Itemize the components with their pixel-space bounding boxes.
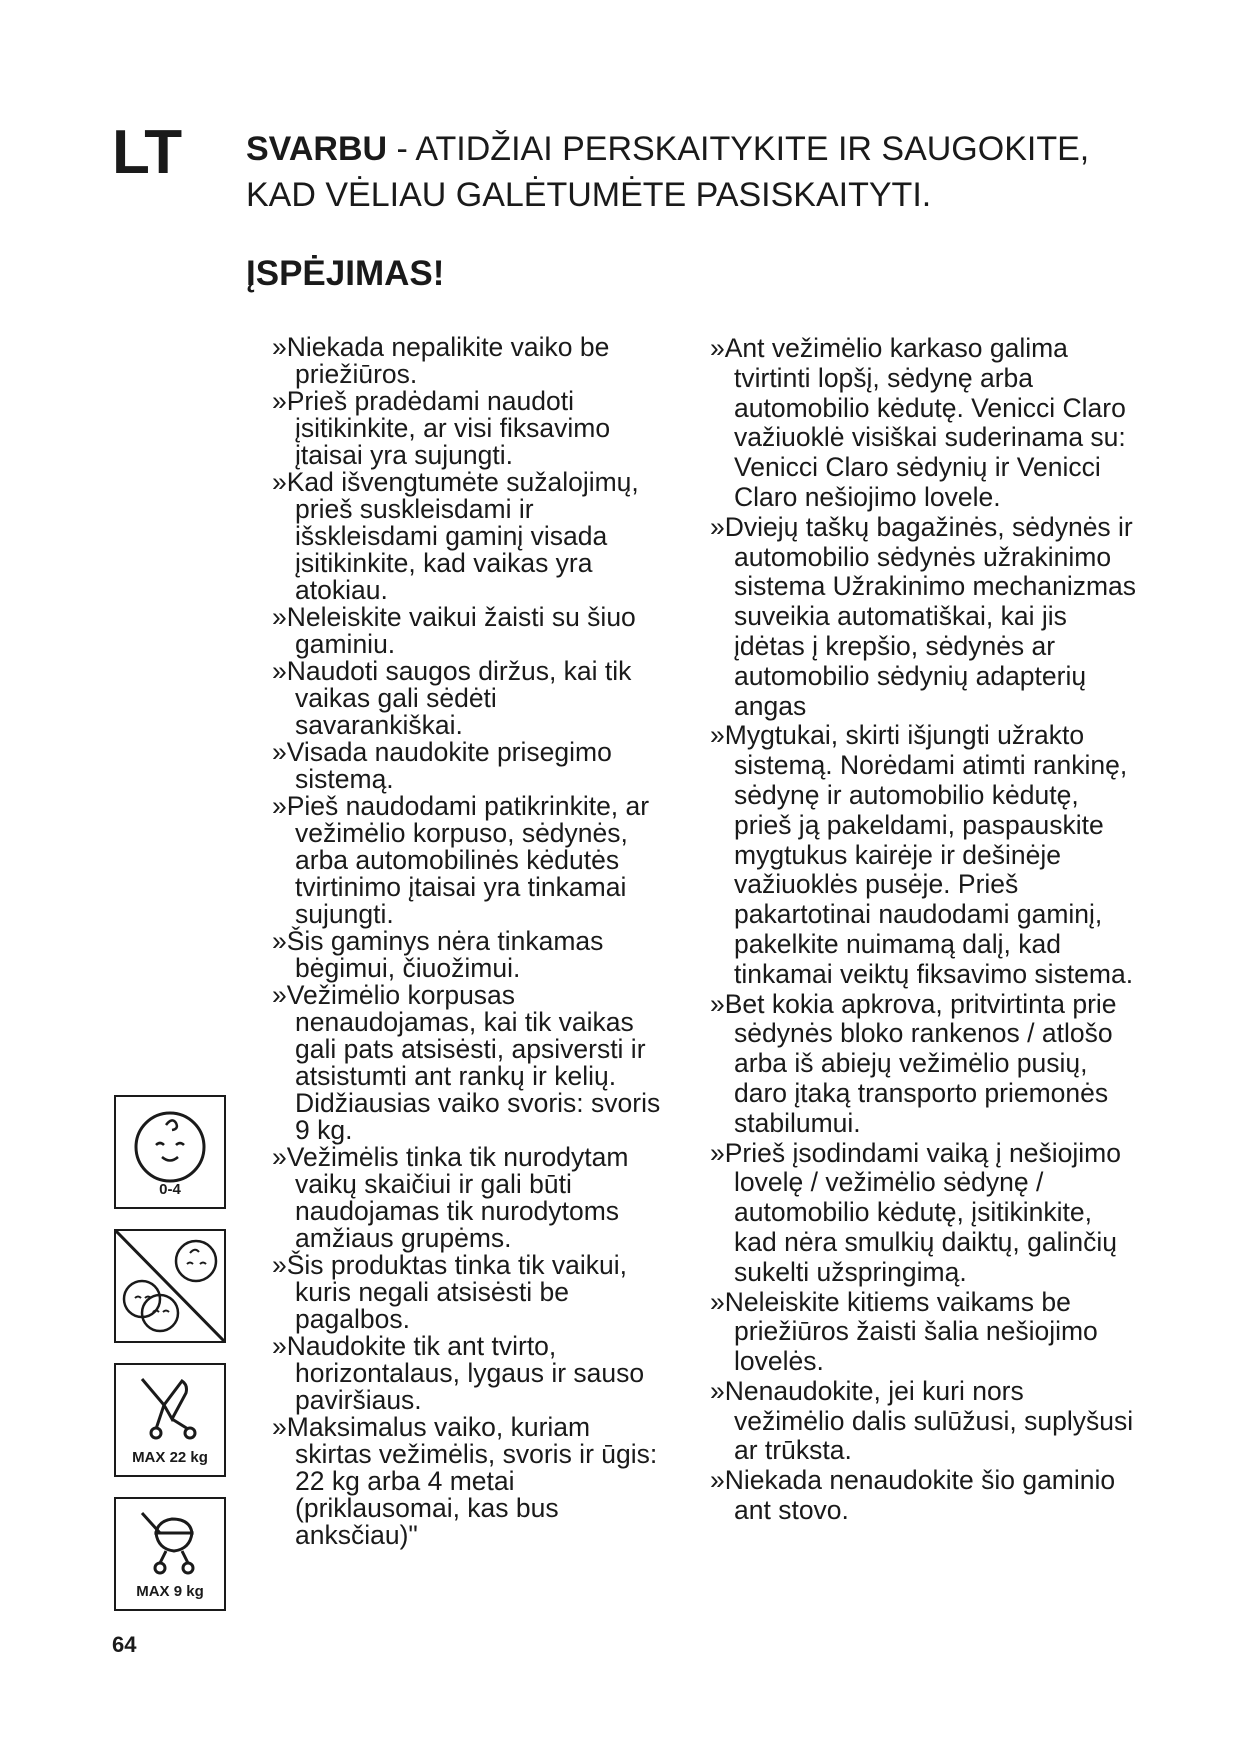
list-item: »Pieš naudodami patikrinkite, ar vežimėlio korpuso, sėdynės, arba automobilinės kėdutės tvirtinimo įtaisai yra tinkamai sujungti. [272, 791, 650, 929]
list-item: »Mygtukai, skirti išjungti užrakto sistemą. Norėdami atimti rankinę, sėdynę ir automobilio kėdutę, prieš ją pakeldami, paspauskite mygtukus kairėje ir dešinėje važiuoklės pusėje. Prieš pakartotinai naudodami gaminį, pakelkite nuimamą dalį, kad tinkamai veiktų fiksavimo sistema. [710, 720, 1134, 989]
warning-list-left [272, 334, 672, 1549]
warning-column-right [710, 334, 1140, 1526]
list-item: »Ant vežimėlio karkaso galima tvirtinti lopšį, sėdynę arba automobilio kėdutę. Venicci Claro važiuoklė visiškai suderinama su: Venicci Claro sėdynių ir Venicci Claro nešiojimo lovele. [710, 333, 1126, 512]
age-label: 0-4 [159, 1181, 181, 1198]
warning-list-right [710, 334, 1140, 1526]
list-item: »Niekada nepalikite vaiko be priežiūros. [272, 332, 610, 389]
intro-notice [246, 126, 1146, 218]
list-item: »Kad išvengtumėte sužalojimų, prieš suskleisdami ir išskleisdami gaminį visada įsitikinkite, kad vaikas yra atokiau. [272, 467, 639, 605]
baby-age-icon-box [114, 1095, 226, 1209]
intro-text: - ATIDŽIAI PERSKAITYKITE IR SAUGOKITE, KAD VĖLIAU GALĖTUMĖTE PASISKAITYTI. [246, 130, 1090, 214]
list-item: »Vežimėlio korpusas nenaudojamas, kai tik vaikas gali pats atsisėsti, apsiversti ir atsistumti ant rankų ir kelių. Didžiausias vaiko svoris: svoris 9 kg. [272, 980, 661, 1145]
max22-icon-box [114, 1363, 226, 1477]
list-item: »Maksimalus vaiko, kuriam skirtas vežimėlis, svoris ir ūgis: 22 kg arba 4 metai (priklausomai, kas bus anksčiau)" [272, 1412, 658, 1550]
no-multiple-children-icon [116, 1231, 224, 1341]
max22-label: MAX 22 kg [132, 1449, 208, 1466]
page-number: 64 [112, 1632, 137, 1657]
list-item: »Visada naudokite prisegimo sistemą. [272, 737, 612, 794]
list-item: »Neleiskite vaikui žaisti su šiuo gaminiu. [272, 602, 636, 659]
list-item: »Bet kokia apkrova, pritvirtinta prie sėdynės bloko rankenos / atlošo arba iš abiejų vežimėlio pusių, daro įtaką transporto priemonės stabilumui. [710, 988, 1117, 1138]
warning-column-left [272, 334, 672, 1549]
language-code: LT [112, 118, 182, 187]
warning-title: ĮSPĖJIMAS! [246, 254, 445, 293]
list-item: »Nenaudokite, jei kuri nors vežimėlio dalis sulūžusi, suplyšusi ar trūksta. [710, 1375, 1134, 1466]
list-item: »Prieš pradėdami naudoti įsitikinkite, ar visi fiksavimo įtaisai yra sujungti. [272, 386, 611, 470]
list-item: »Neleiskite kitiems vaikams be priežiūros žaisti šalia nešiojimo lovelės. [710, 1286, 1098, 1377]
max9-icon-box [114, 1497, 226, 1611]
list-item: »Šis produktas tinka tik vaikui, kuris negali atsisėsti be pagalbos. [272, 1250, 627, 1334]
list-item: »Šis gaminys nėra tinkamas bėgimui, čiuožimui. [272, 926, 604, 983]
list-item: »Dviejų taškų bagažinės, sėdynės ir automobilio sėdynės užrakinimo sistema Užrakinimo mechanizmas suveikia automatiškai, kai jis įdėtas į krepšio, sėdynės ar automobilio sėdynių adapterių angas [710, 511, 1137, 721]
intro-strong: SVARBU [246, 130, 388, 168]
no-twins-icon-box [114, 1229, 226, 1343]
list-item: »Naudokite tik ant tvirto, horizontalaus, lygaus ir sauso paviršiaus. [272, 1331, 645, 1415]
list-item: »Niekada nenaudokite šio gaminio ant stovo. [710, 1465, 1116, 1526]
max9-label: MAX 9 kg [136, 1583, 204, 1600]
list-item: »Prieš įsodindami vaiką į nešiojimo lovelę / vežimėlio sėdynę / automobilio kėdutę, įsitikinkite, kad nėra smulkių daiktų, galinčių sukelti užspringimą. [710, 1137, 1121, 1287]
list-item: »Naudoti saugos diržus, kai tik vaikas gali sėdėti savarankiškai. [272, 656, 632, 740]
list-item: »Vežimėlis tinka tik nurodytam vaikų skaičiui ir gali būti naudojamas tik nurodytoms amžiaus grupėms. [272, 1142, 629, 1253]
